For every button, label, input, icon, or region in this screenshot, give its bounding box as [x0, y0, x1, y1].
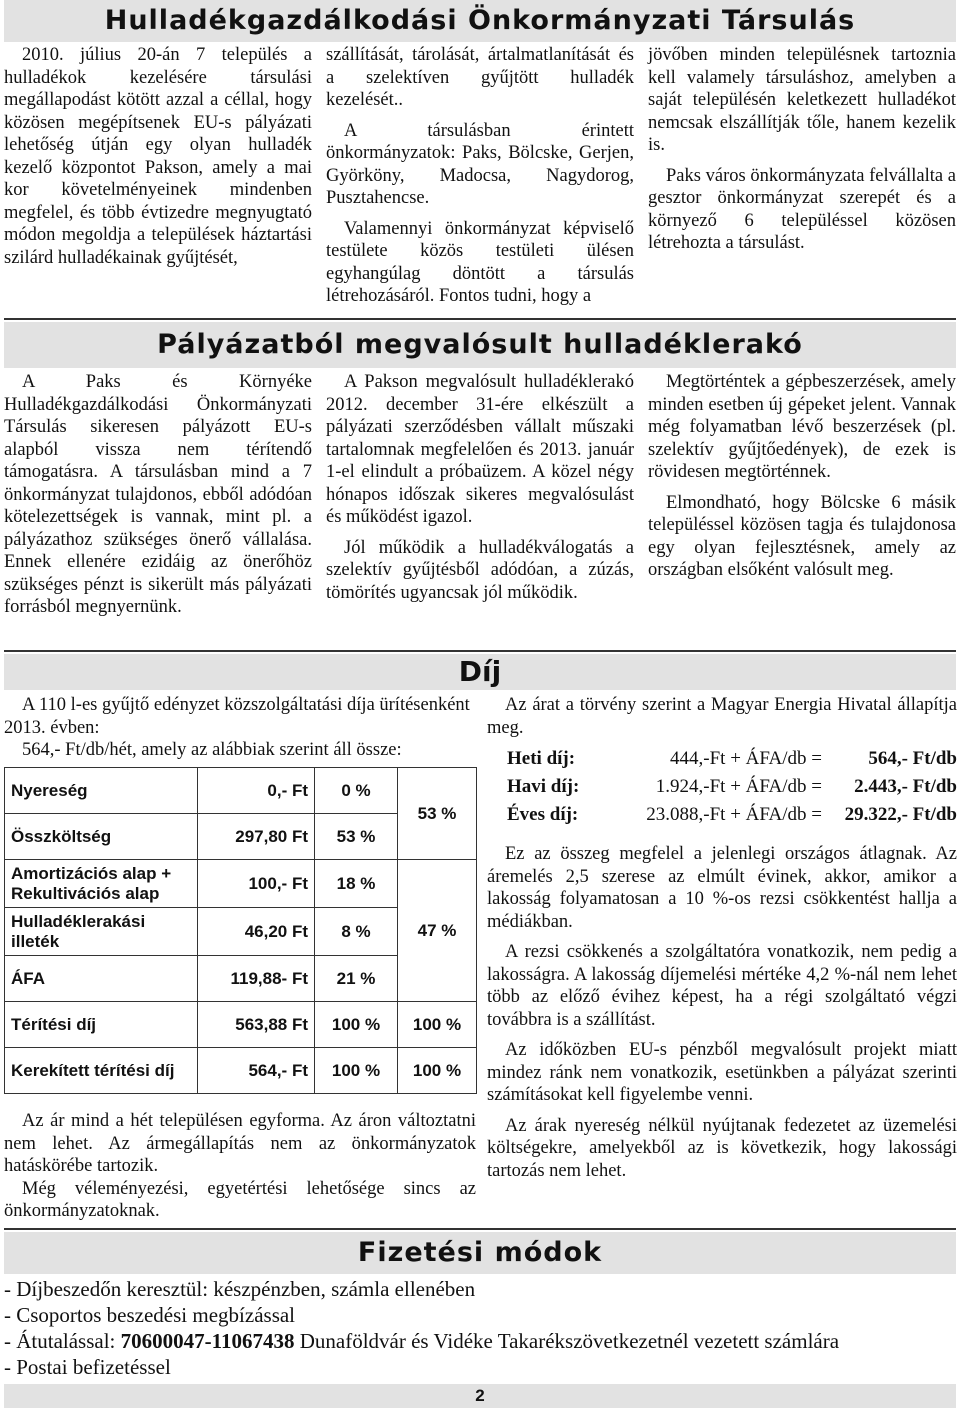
intro-col-1-text: 2010. július 20-án 7 település a hulladékok kezelésére társulási megállapodást kötött azzal a céllal, hogy közösen megépítsenek EU-s pályázati lehetőség útján egy olyan hulladék kezelő központot Pakson, amely a mai kor követelményeinek mindenben megfelel, és több évtizedre megnyugtató módon megoldja a települések háztartási szilárd hulladékainak gyűjtését, [4, 45, 312, 268]
row-pct: 100 % [315, 1048, 398, 1094]
table-row [5, 860, 477, 908]
section-2-col-2-p2: Jól működik a hulladékválogatás a szelektív gyűjtésből adódóan, a zúzás, tömörítés ugyancsak jól működik. [326, 537, 634, 603]
group-pct-top: 53 % [398, 768, 477, 860]
intro-col-3 [648, 44, 956, 263]
row-pct: 100 % [315, 1002, 398, 1048]
fee-rate-total: 564,- Ft/db [868, 748, 957, 769]
fee-rate-total: 2.443,- Ft/db [854, 776, 957, 797]
header-band [4, 0, 956, 42]
fee-rate-weekly [507, 745, 957, 773]
section-2-col-3 [648, 371, 956, 590]
section-2-title: Pályázatból megvalósult hulladéklerakó [157, 329, 803, 360]
section-2-col-2-p1: A Pakson megvalósult hulladéklerakó 2012. december 31-ére elkészült a pályázati szerződésben vállalt műszaki tartalomnak megfelelően és 2013. január 1-el elindult a próbaüzem. A közel négy hónapos időszak sikeres megvalósulást és működést igazol. [326, 372, 634, 527]
fee-rate-calc: 444,-Ft + ÁFA/db = [670, 748, 822, 769]
fee-left-after [4, 1110, 476, 1223]
row-amount: 564,- Ft [198, 1048, 315, 1094]
fee-intro-2: 564,- Ft/db/hét, amely az alábbiak szerint áll össze: [22, 740, 402, 760]
fee-rate-label: Havi díj: [507, 776, 580, 797]
fee-rate-monthly [507, 773, 957, 801]
divider-1 [4, 318, 956, 320]
list-item [4, 1328, 956, 1354]
row-pct: 21 % [315, 956, 398, 1002]
fee-right-p2: A rezsi csökkenés a szolgáltatóra vonatkozik, nem pedig a lakosságra. A lakosság díjemelési mértéke 4,2 %-nál nem lehet több az előző évihez képest, ha a régi szolgáltató végzi továbbra is a szállítást. [487, 942, 957, 1030]
fee-breakdown-table [4, 767, 477, 1094]
transfer-prefix: - Átutalással: [4, 1329, 121, 1353]
fee-rate-label: Heti díj: [507, 748, 576, 769]
fee-rates [507, 745, 957, 829]
fee-right-intro: Az árat a törvény szerint a Magyar Energia Hivatal állapítja meg. [487, 695, 957, 738]
row-amount: 100,- Ft [198, 860, 315, 908]
intro-col-1 [4, 44, 312, 277]
section-4-title: Fizetési módok [357, 1237, 603, 1268]
row-pct: 0 % [315, 768, 398, 814]
list-item: - Díjbeszedőn keresztül: készpénzben, számla ellenében [4, 1277, 476, 1301]
row-amount: 46,20 Ft [198, 908, 315, 956]
intro-col-2 [326, 44, 634, 316]
row-group-pct: 100 % [398, 1002, 477, 1048]
fee-rate-yearly [507, 801, 957, 829]
fee-rate-calc: 1.924,-Ft + ÁFA/db = [655, 776, 822, 797]
fee-rate-total: 29.322,- Ft/db [844, 804, 957, 825]
transfer-suffix: Dunaföldvár és Vidéke Takarékszövetkezetnél vezetett számlára [294, 1329, 840, 1353]
fee-after-2: Még véleményezési, egyetértési lehetősége sincs az önkormányzatoknak. [4, 1178, 476, 1221]
group-pct-mid: 47 % [398, 860, 477, 1002]
intro-col-2-p3: Valamennyi önkormányzat képviselő testülete közös testületi ülésen egyhangúlag döntött a társulás létrehozásáról. Fontos tudni, hogy a [326, 218, 634, 306]
row-pct: 18 % [315, 860, 398, 908]
list-item: - Csoportos beszedési megbízással [4, 1303, 296, 1327]
row-label: Összköltség [5, 814, 198, 860]
list-item: - Postai befizetéssel [4, 1355, 171, 1379]
table-row [5, 1002, 477, 1048]
fee-intro-1: A 110 l-es gyűjtő edényzet közszolgáltatási díja ürítésenként 2013. évben: [4, 695, 470, 738]
section-4-band [4, 1232, 956, 1274]
header-title: Hulladékgazdálkodási Önkormányzati Társulás [104, 5, 856, 36]
row-label: Térítési díj [5, 1002, 198, 1048]
fee-after-1: Az ár mind a hét településen egyforma. Az áron változtatni nem lehet. Az ármegállapítás nem az önkormányzatok hatáskörébe tartozik. [4, 1111, 476, 1176]
row-label: Hulladéklerakási illeték [5, 908, 198, 956]
row-label: Kerekített térítési díj [5, 1048, 198, 1094]
page-number: 2 [475, 1386, 485, 1405]
intro-col-2-p1: szállítását, tárolását, ártalmatlanítását és a szelektíven gyűjtött hulladék kezelését.. [326, 45, 634, 110]
section-2-col-3-p1: Megtörténtek a gépbeszerzések, amely minden esetben új gépeket jelent. Vannak még folyamatban lévő beszerzések (pl. szelektív gyűjtőedények), de ezek is rövidesen megtörténnek. [648, 372, 956, 482]
fee-right-p1: Ez az összeg megfelel a jelenlegi országos átlagnak. Az áremelés 2,5 szerese az elmúlt évinek, akkor, amikor a lakosság folyamatosan a 10 %-os rezsi csökkentést hallja a médiákban. [487, 844, 957, 932]
row-pct: 53 % [315, 814, 398, 860]
fee-right-column [487, 694, 957, 1190]
fee-rate-calc: 23.088,-Ft + ÁFA/db = [646, 804, 822, 825]
intro-col-2-p2: A társulásban érintett önkormányzatok: Paks, Bölcske, Gerjen, Györköny, Madocsa, Nagydorog, Pusztahencse. [326, 120, 634, 208]
fee-right-p3: Az időközben EU-s pénzből megvalósult projekt miatt mindez ránk nem vonatkozik, esetünkben a pályázat szerinti számításokat kell figyelembe venni. [487, 1040, 957, 1105]
section-2-band [4, 322, 956, 368]
row-amount: 119,88- Ft [198, 956, 315, 1002]
bank-account-number: 70600047-11067438 [120, 1329, 295, 1353]
section-2-col-1 [4, 371, 312, 627]
row-label: Amortizációs alap + Rekultivációs alap [5, 860, 198, 908]
table-row [5, 1048, 477, 1094]
row-amount: 563,88 Ft [198, 1002, 315, 1048]
section-3-title: Díj [458, 655, 502, 688]
row-group-pct: 100 % [398, 1048, 477, 1094]
fee-rate-label: Éves díj: [507, 804, 579, 825]
fee-left-intro [4, 694, 476, 762]
footer-band [4, 1384, 956, 1408]
row-label: ÁFA [5, 956, 198, 1002]
intro-col-3-p1: jövőben minden településnek tartoznia kell valamely társuláshoz, amelyben a saját településén keletkezett hulladékot nemcsak elszállítják tőle, hanem kezelik is. [648, 45, 956, 155]
section-2-col-1-text: A Paks és Környéke Hulladékgazdálkodási Önkormányzati Társulás sikeresen pályázott EU-s alapból vissza nem térítendő támogatásra. A társulásban mind a 7 önkormányzat tulajdonos, ebből adódóan kötelezettségek is vannak, mint pl. a pályázathoz szükséges önerő vállalása. Ennek ellenére ezidáig az önerőhöz szükséges pénzt is sikerült más pályázati forrásból megnyernünk. [4, 372, 312, 617]
section-2-col-2 [326, 371, 634, 612]
intro-col-3-p2: Paks város önkormányzata felvállalta a gesztor önkormányzat szerepét és a környező 6 településsel közösen létrehozta a társulást. [648, 165, 956, 253]
fee-right-p4: Az árak nyereség nélkül nyújtanak fedezetet az üzemelési költségekre, amelyekből az is következik, hogy lakossági tartozás nem lehet. [487, 1115, 957, 1181]
row-amount: 0,- Ft [198, 768, 315, 814]
section-2-col-3-p2: Elmondható, hogy Bölcske 6 másik településsel közösen tagja és tulajdonosa egy olyan fejlesztésnek, amely az országban elsőként valósult meg. [648, 492, 956, 580]
payment-methods-list [4, 1276, 956, 1380]
divider-3 [4, 1228, 956, 1230]
section-3-band [4, 654, 956, 690]
row-label: Nyereség [5, 768, 198, 814]
table-row [5, 768, 477, 814]
divider-2 [4, 650, 956, 652]
row-amount: 297,80 Ft [198, 814, 315, 860]
row-pct: 8 % [315, 908, 398, 956]
